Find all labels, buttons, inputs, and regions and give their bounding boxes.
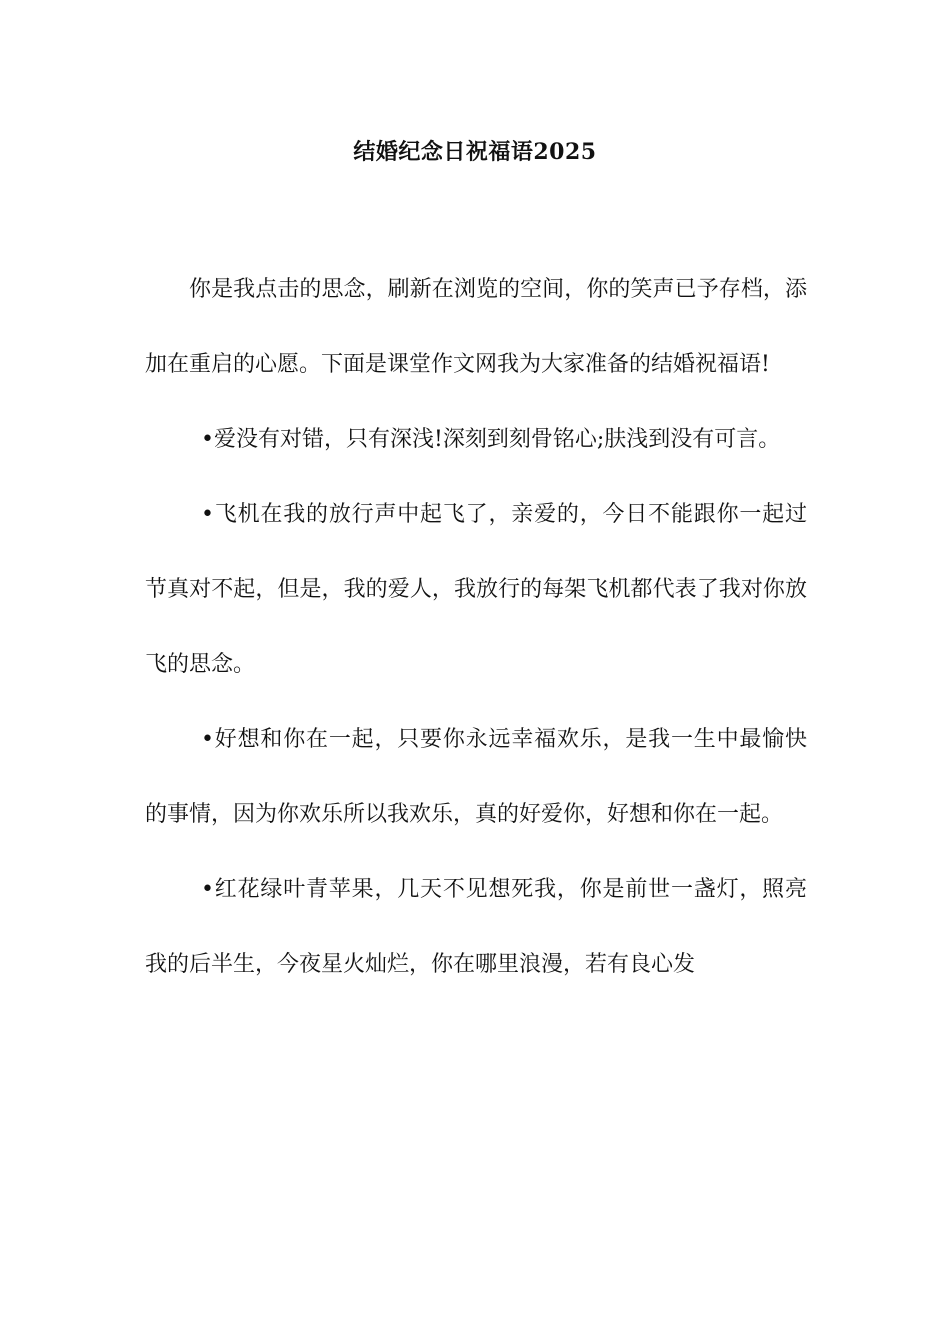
bullet-paragraph-2: •飞机在我的放行声中起飞了，亲爱的，今日不能跟你一起过节真对不起，但是，我的爱人，我放行的每架飞机都代表了我对你放飞的思念。 [145,502,807,677]
bullet-paragraph-4: •红花绿叶青苹果，几天不见想死我，你是前世一盏灯，照亮我的后半生，今夜星火灿烂，你在哪里浪漫，若有良心发 [145,877,807,977]
intro-paragraph: 你是我点击的思念，刷新在浏览的空间，你的笑声已予存档，添加在重启的心愿。下面是课堂作文网我为大家准备的结婚祝福语! [145,277,807,377]
document-body [145,252,807,1002]
bullet-paragraph-3: •好想和你在一起，只要你永远幸福欢乐，是我一生中最愉快的事情，因为你欢乐所以我欢乐，真的好爱你，好想和你在一起。 [145,727,807,827]
document-title: 结婚纪念日祝福语2025 [353,139,597,165]
bullet-paragraph-1: •爱没有对错，只有深浅!深刻到刻骨铭心;肤浅到没有可言。 [201,427,781,452]
